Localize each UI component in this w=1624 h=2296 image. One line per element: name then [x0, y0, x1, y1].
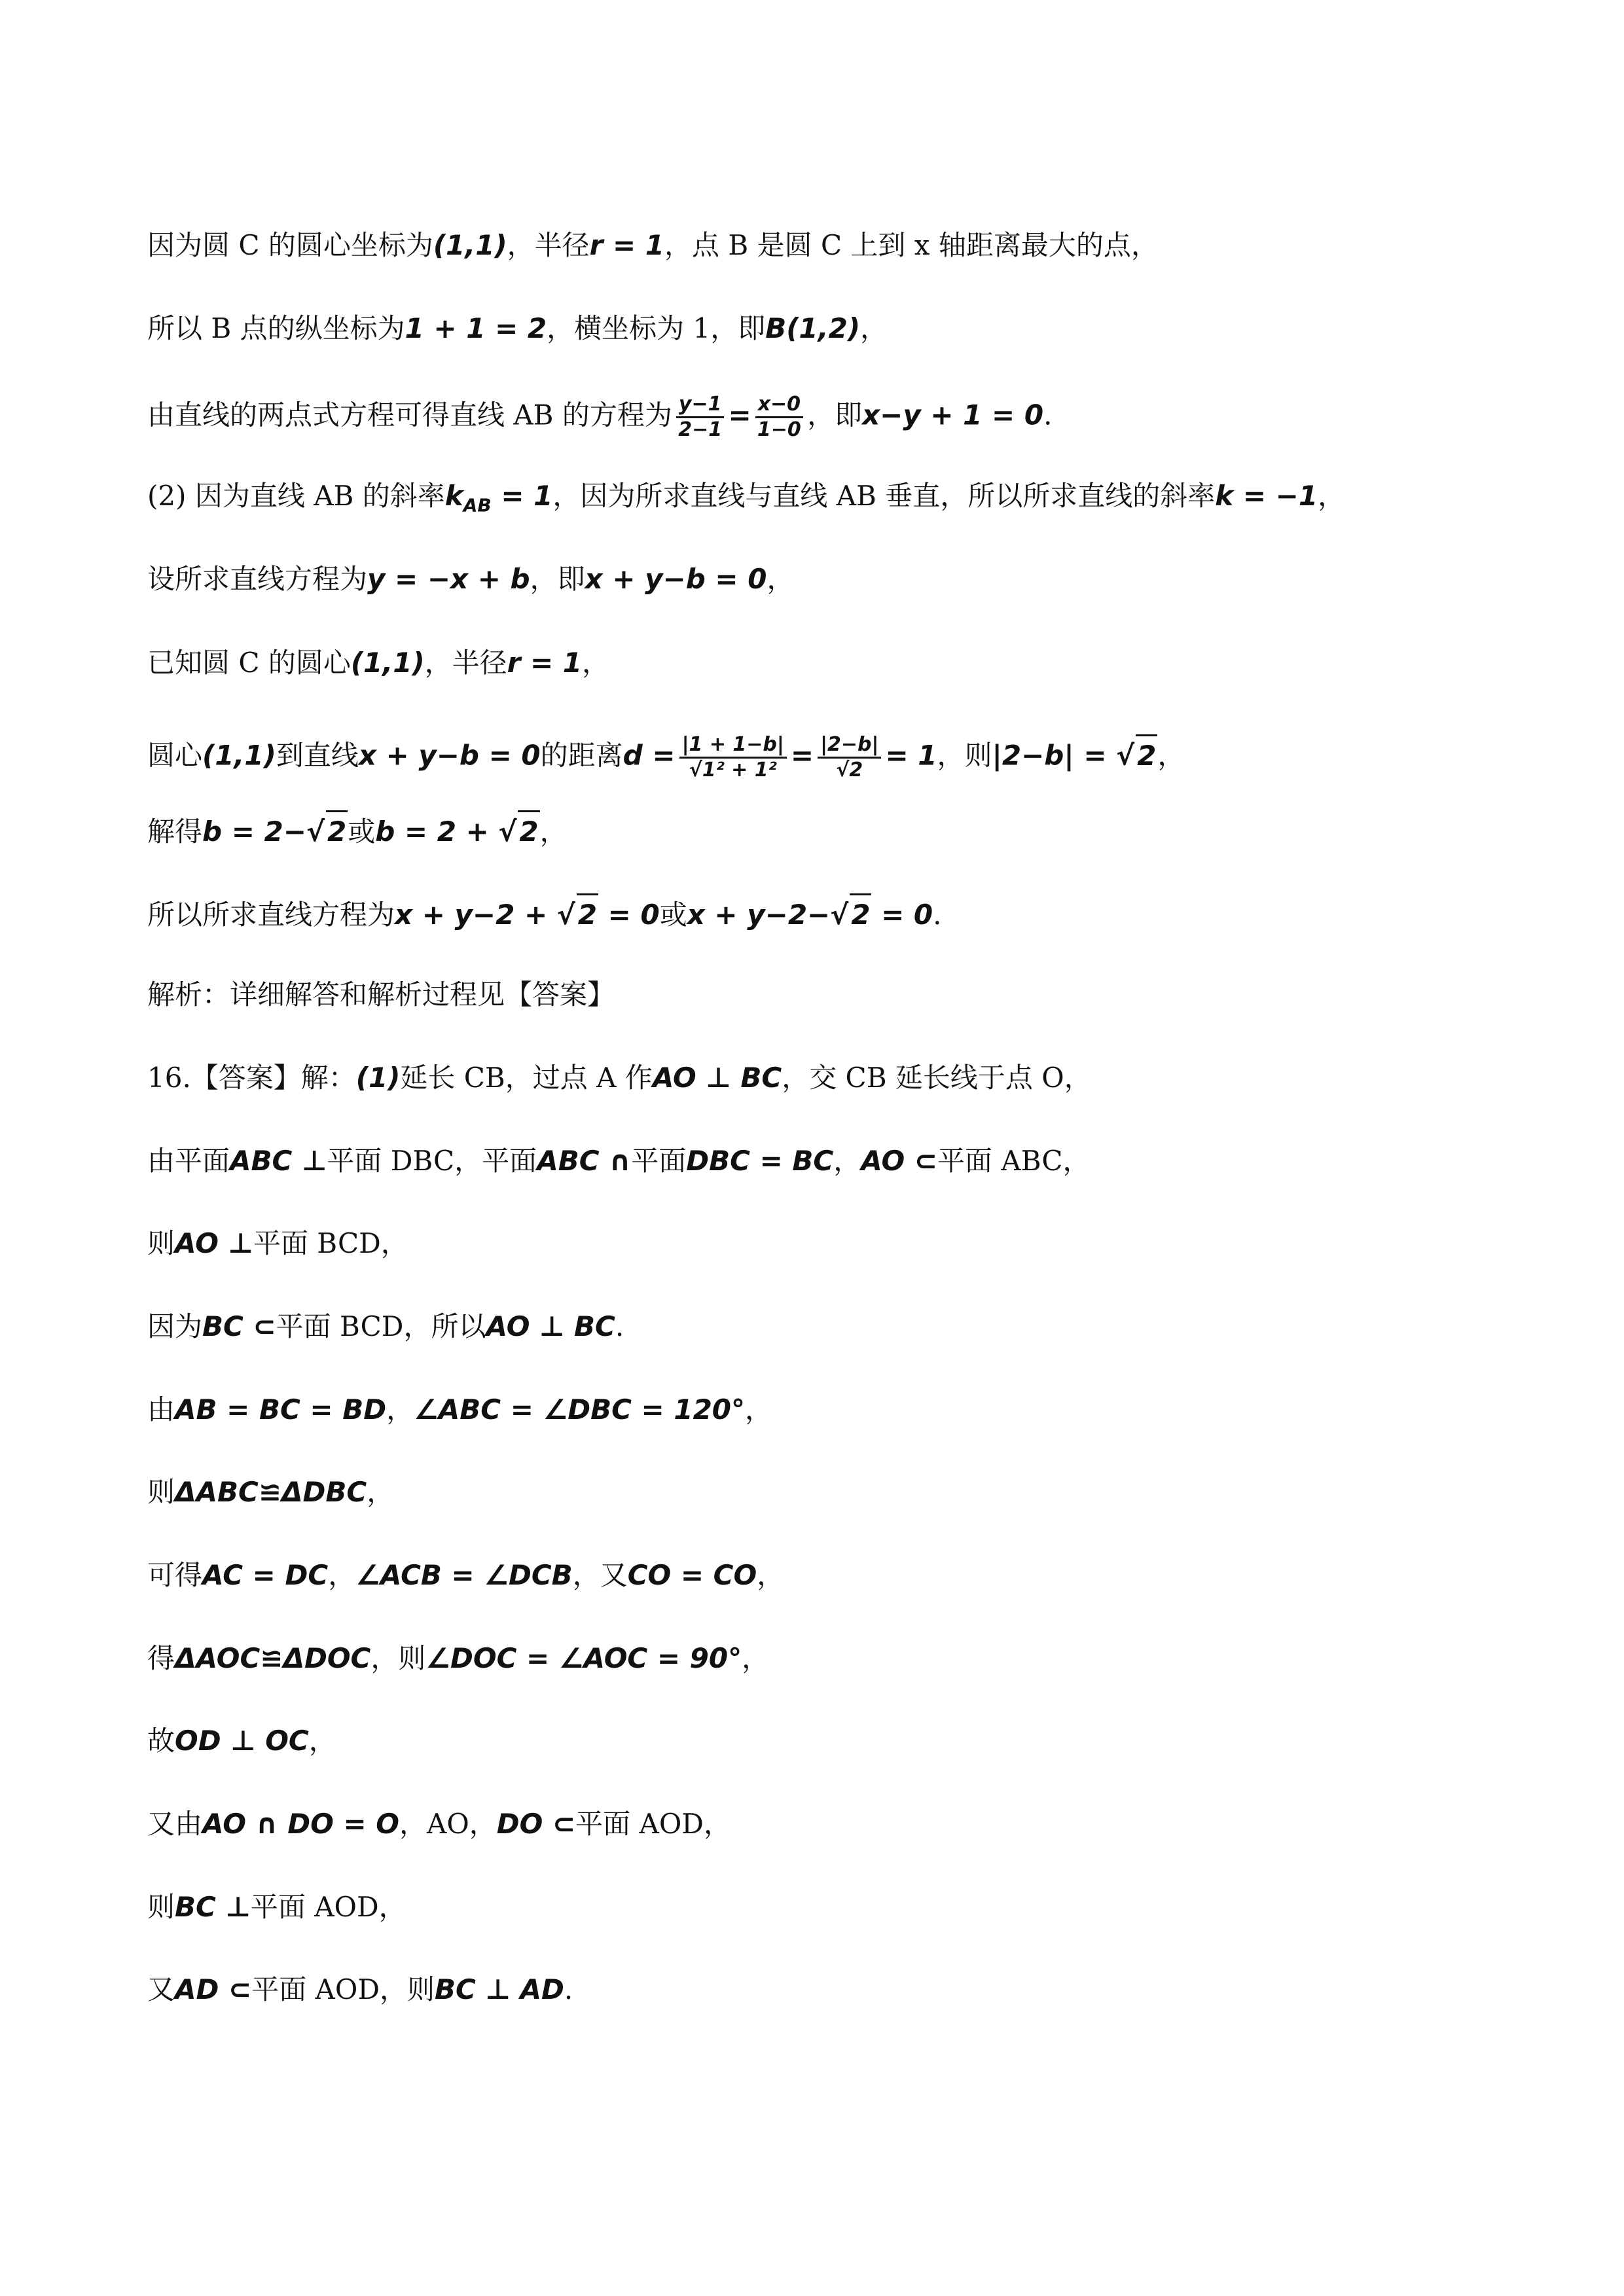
text: 因为圆 C 的圆心坐标为 [147, 229, 433, 261]
denominator: √2 [836, 759, 863, 781]
text: ， [367, 1476, 395, 1508]
analysis-line [147, 975, 615, 1014]
text: ， [308, 1725, 336, 1757]
text: 可得 [147, 1559, 203, 1591]
text: 16.【答案】解： [147, 1062, 356, 1094]
numerator: x−0 [755, 393, 803, 418]
math: = 1 [885, 739, 937, 772]
numerator: y−1 [676, 393, 725, 418]
text: 平面 AOD， [575, 1808, 731, 1840]
math: b = 2− [202, 816, 306, 848]
math: ΔAOC≌ΔDOC [175, 1642, 371, 1674]
text: 故 [147, 1725, 175, 1757]
answer-16-line-9 [147, 1721, 336, 1761]
math: DBC = BC [686, 1145, 834, 1177]
math: AO ⊥ [175, 1227, 253, 1259]
text: ， [860, 312, 888, 344]
sqrt-radicand: 2 [577, 893, 598, 935]
text: 解得 [147, 816, 203, 848]
math: OD ⊥ OC [175, 1725, 309, 1757]
text: 圆心 [147, 739, 203, 772]
math: ∠ABC = ∠DBC = 120° [414, 1393, 746, 1426]
math: = [728, 399, 751, 431]
math: B(1,2) [765, 312, 861, 344]
text: 又 [147, 1973, 175, 2005]
math: AC = DC [202, 1559, 329, 1591]
text: ，则 [370, 1642, 426, 1674]
math: CO = CO [627, 1559, 757, 1591]
math: = 0 [871, 899, 933, 931]
math: AB = BC = BD [175, 1393, 387, 1426]
text: 则 [147, 1476, 175, 1508]
text: ， [582, 647, 610, 679]
math: r = 1 [507, 647, 583, 679]
sqrt-radicand: 2 [518, 810, 539, 852]
text: ， [757, 1559, 785, 1591]
text: 平面 ABC， [937, 1145, 1091, 1177]
text: 或 [348, 816, 376, 848]
text: 得 [147, 1642, 175, 1674]
math: (1,1) [350, 647, 425, 679]
math: ΔABC≌ΔDBC [175, 1476, 367, 1508]
text: 延长 CB，过点 A 作 [400, 1062, 653, 1094]
fraction [755, 393, 803, 442]
solution-line-3 [147, 393, 1052, 442]
fraction [818, 733, 881, 782]
solution-line-7 [147, 733, 1185, 782]
text: 所以所求直线方程为 [147, 899, 395, 931]
sqrt-sign: √ [556, 899, 575, 931]
solution-line-8 [147, 810, 568, 852]
solution-line-5 [147, 560, 794, 599]
math: b = 2 + [375, 816, 499, 848]
text: ，即 [530, 563, 585, 595]
solution-line-2 [147, 309, 888, 348]
answer-16-line-4 [147, 1307, 624, 1346]
solution-line-9 [147, 893, 942, 935]
text: 或 [659, 899, 687, 931]
text: 由直线的两点式方程可得直线 AB 的方程为 [147, 399, 672, 431]
solution-line-1 [147, 226, 1159, 265]
answer-16-line-12 [147, 1970, 573, 2009]
text: ，AO， [399, 1808, 497, 1840]
math: = [790, 739, 814, 772]
subscript: AB [463, 494, 492, 516]
text: ， [539, 816, 568, 848]
math: AO ⊥ BC [486, 1310, 615, 1342]
math: x + y−2− [687, 899, 831, 931]
sqrt-radicand: 2 [326, 810, 348, 852]
fraction [679, 733, 787, 782]
sqrt-sign: √ [306, 816, 325, 848]
text: 因为 [147, 1310, 203, 1342]
text: ，则 [937, 739, 992, 772]
math: x + y−b = 0 [358, 739, 541, 772]
denominator: 2−1 [678, 418, 723, 441]
text: ，又 [572, 1559, 628, 1591]
sqrt-sign: √ [1116, 739, 1135, 772]
math: ABC ∩ [537, 1145, 632, 1177]
answer-16-line-7 [147, 1556, 784, 1595]
answer-16-line-10 [147, 1804, 731, 1844]
answer-16-line-6 [147, 1473, 394, 1512]
text: 到直线 [276, 739, 359, 772]
text: 又由 [147, 1808, 203, 1840]
numerator: |2−b| [818, 733, 881, 759]
answer-16-line-2 [147, 1141, 1090, 1181]
math: AD ⊂ [175, 1973, 252, 2005]
text: . [615, 1310, 624, 1342]
solution-line-6 [147, 643, 609, 683]
text: ，点 B 是圆 C 上到 x 轴距离最大的点， [664, 229, 1159, 261]
math: (1,1) [202, 739, 276, 772]
text: 平面 AOD，则 [251, 1973, 435, 2005]
math: AO ⊂ [861, 1145, 938, 1177]
answer-16-line-3 [147, 1224, 408, 1263]
text: ， [328, 1559, 356, 1591]
denominator: 1−0 [757, 418, 801, 441]
denominator: √1² + 1² [689, 759, 777, 781]
text: . [933, 899, 942, 931]
numerator: |1 + 1−b| [679, 733, 787, 759]
math: k = −1 [1215, 480, 1318, 512]
fraction [676, 393, 725, 442]
text: 平面 [631, 1145, 687, 1177]
text: 则 [147, 1227, 175, 1259]
answer-16-line-8 [147, 1639, 769, 1678]
math: k [444, 480, 463, 512]
text: ， [745, 1393, 773, 1426]
math: AO ∩ DO = O [202, 1808, 399, 1840]
math: 1 + 1 = 2 [405, 312, 547, 344]
math: ABC ⊥ [230, 1145, 327, 1177]
math: ∠DOC = ∠AOC = 90° [425, 1642, 742, 1674]
text: ，半径 [507, 229, 590, 261]
text: 由 [147, 1393, 175, 1426]
text: ，因为所求直线与直线 AB 垂直，所以所求直线的斜率 [552, 480, 1216, 512]
text: 平面 BCD，所以 [276, 1310, 486, 1342]
text: 平面 DBC，平面 [327, 1145, 537, 1177]
math: x + y−b = 0 [585, 563, 767, 595]
text: (2) 因为直线 AB 的斜率 [147, 480, 445, 512]
math: y = −x + b [367, 563, 530, 595]
math: d = [623, 739, 676, 772]
math: ∠ACB = ∠DCB [355, 1559, 573, 1591]
text: 的距离 [540, 739, 623, 772]
text: ， [1157, 739, 1185, 772]
text: ，半径 [424, 647, 507, 679]
sqrt-sign: √ [830, 899, 849, 931]
text: ， [742, 1642, 770, 1674]
sqrt-sign: √ [498, 816, 517, 848]
text: 平面 AOD， [250, 1891, 406, 1923]
math: BC ⊂ [202, 1310, 276, 1342]
sqrt-radicand: 2 [850, 893, 871, 935]
text: ，交 CB 延长线于点 O， [782, 1062, 1092, 1094]
text: 设所求直线方程为 [147, 563, 368, 595]
math: (1) [355, 1062, 401, 1094]
text: ， [1318, 480, 1346, 512]
text: 所以 B 点的纵坐标为 [147, 312, 405, 344]
math: AO ⊥ BC [652, 1062, 782, 1094]
text: 已知圆 C 的圆心 [147, 647, 351, 679]
answer-16-line-11 [147, 1888, 406, 1927]
text: 平面 BCD， [253, 1227, 408, 1259]
math: BC ⊥ AD [435, 1973, 564, 2005]
math: = 0 [598, 899, 660, 931]
text: ，即 [807, 399, 863, 431]
answer-16-line-5 [147, 1390, 772, 1429]
answer-16-line-1 [147, 1058, 1092, 1098]
sqrt-radicand: 2 [1136, 734, 1157, 776]
math: x−y + 1 = 0 [862, 399, 1044, 431]
math: BC ⊥ [175, 1891, 251, 1923]
math: = 1 [491, 480, 553, 512]
text: ，横坐标为 1，即 [547, 312, 766, 344]
text: 解析：详细解答和解析过程见【答案】 [147, 978, 615, 1011]
math: |2−b| = [992, 739, 1117, 772]
math: (1,1) [433, 229, 507, 261]
text: 由平面 [147, 1145, 230, 1177]
solution-line-4 [147, 476, 1345, 525]
text: ， [767, 563, 795, 595]
text: . [564, 1973, 573, 2005]
math: r = 1 [589, 229, 665, 261]
math: x + y−2 + [395, 899, 557, 931]
text: ， [833, 1145, 861, 1177]
math: DO ⊂ [496, 1808, 576, 1840]
text: 则 [147, 1891, 175, 1923]
text: . [1043, 399, 1053, 431]
text: ， [386, 1393, 414, 1426]
